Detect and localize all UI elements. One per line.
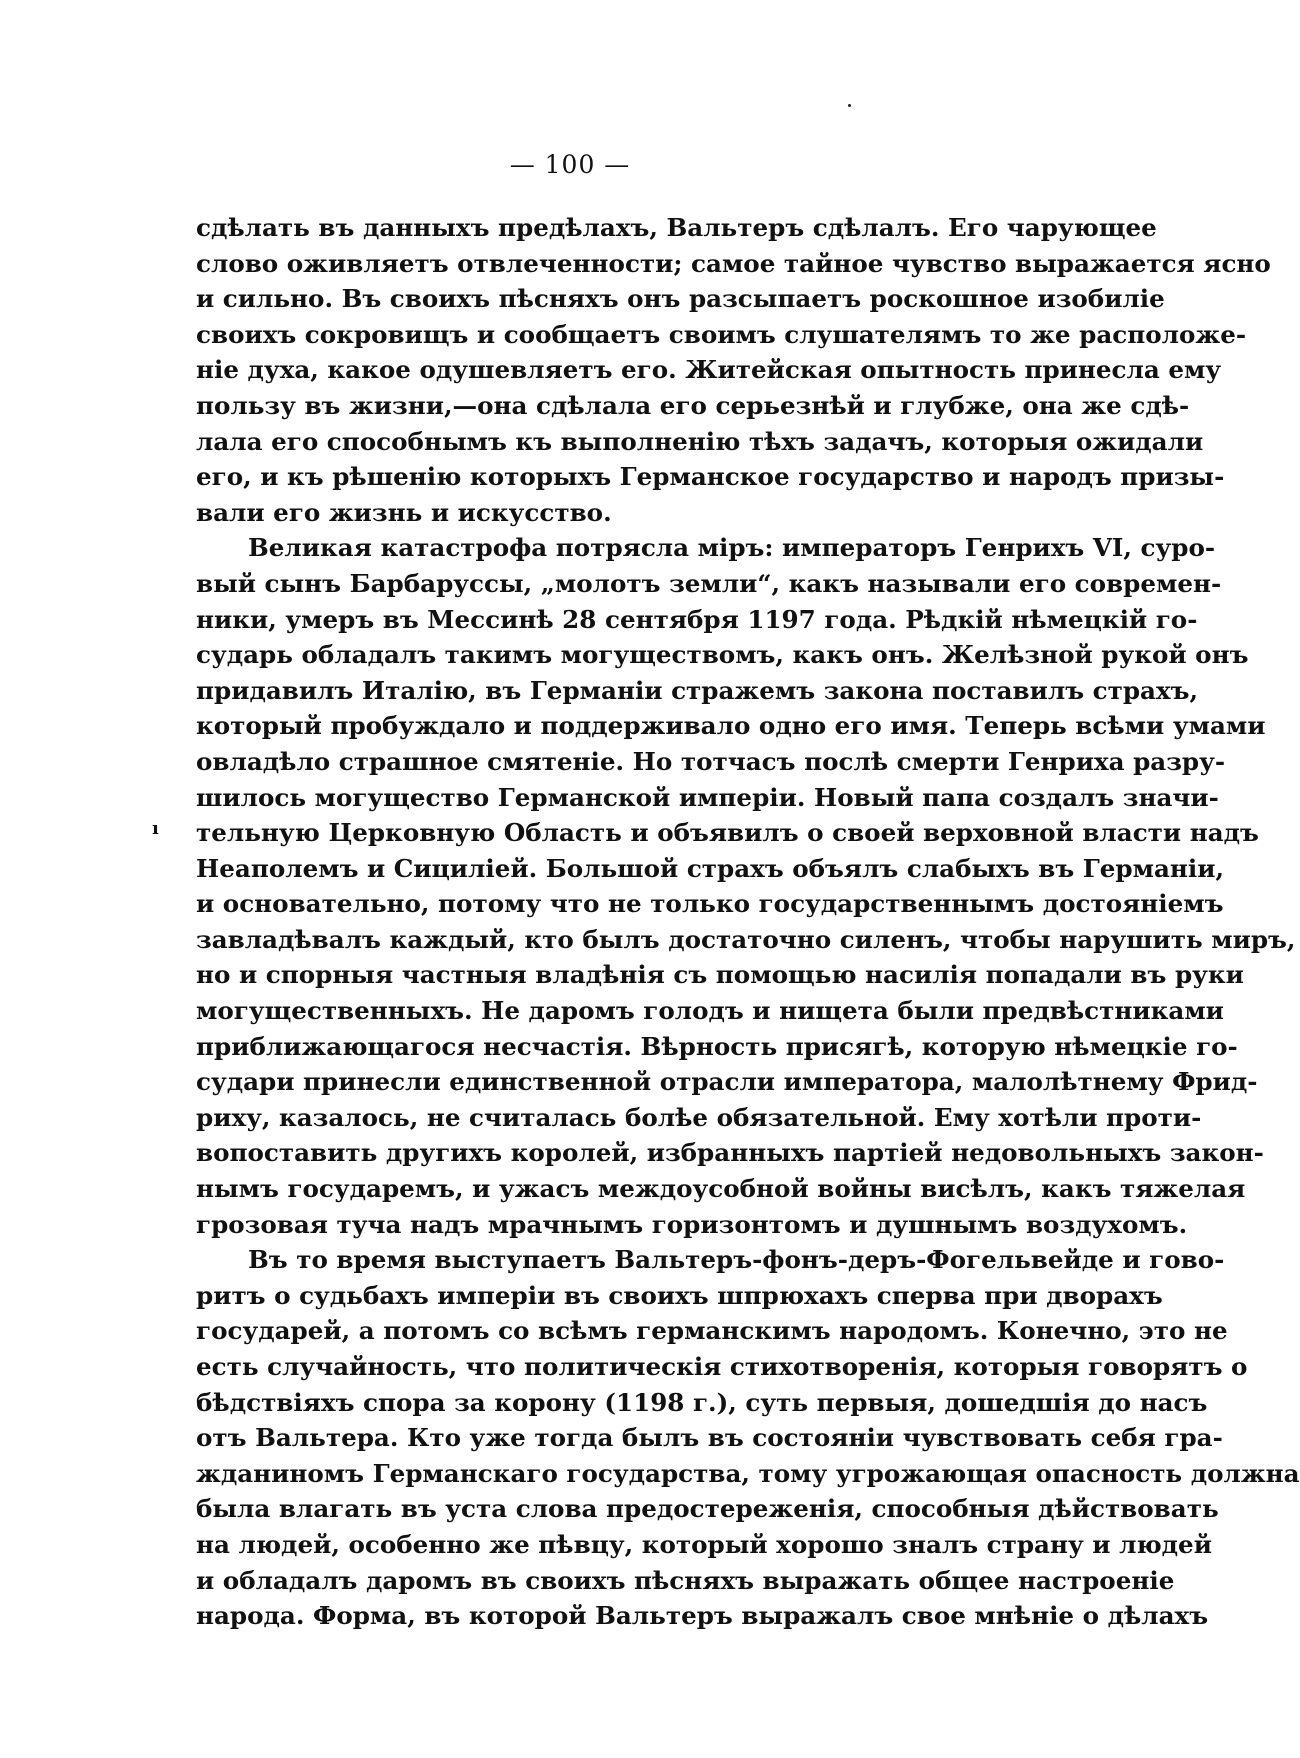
ink-speck <box>848 104 851 107</box>
text-line: шилось могущество Германской имперіи. Новый папа создалъ значи- <box>196 782 1219 812</box>
text-line: сударь обладалъ такимъ могуществомъ, какъ онъ. Желѣзной рукой онъ <box>196 640 1249 670</box>
text-line: Въ то время выступаетъ Вальтеръ-фонъ-деръ-Фогельвейде и гово- <box>248 1245 1225 1275</box>
text-line: Великая катастрофа потрясла міръ: императоръ Генрихъ VI, суро- <box>248 533 1216 563</box>
text-line: пользу въ жизни,—она сдѣлала его серьезнѣй и глубже, она же сдѣ- <box>196 390 1190 420</box>
text-line: вали его жизнь и искусство. <box>196 497 612 527</box>
text-line: его, и къ рѣшенію которыхъ Германское государство и народъ призы- <box>196 462 1225 492</box>
text-line: отъ Вальтера. Кто уже тогда былъ въ состояніи чувствовать себя гра- <box>196 1423 1223 1453</box>
text-line: риху, казалось, не считалась болѣе обязательной. Ему хотѣли проти- <box>196 1102 1202 1132</box>
text-line: придавилъ Италію, въ Германіи стражемъ закона поставилъ страхъ, <box>196 675 1199 705</box>
text-line: тельную Церковную Область и объявилъ о своей верховной власти надъ <box>196 818 1259 848</box>
text-line: вопоставить другихъ королей, избранныхъ партіей недовольныхъ закон- <box>196 1138 1264 1168</box>
margin-mark: ı <box>152 818 159 839</box>
text-line: своихъ сокровищъ и сообщаетъ своимъ слушателямъ то же расположе- <box>196 319 1247 349</box>
body-text <box>196 210 1300 1634</box>
text-line: Неаполемъ и Сициліей. Большой страхъ объялъ слабыхъ въ Германіи, <box>196 853 1225 883</box>
text-line: грозовая туча надъ мрачнымъ горизонтомъ и душнымъ воздухомъ. <box>196 1209 1188 1239</box>
text-line: овладѣло страшное смятеніе. Но тотчасъ послѣ смерти Генриха разру- <box>196 746 1226 776</box>
text-line: и основательно, потому что не только государственнымъ достояніемъ <box>196 889 1224 919</box>
text-line: могущественныхъ. Не даромъ голодъ и нищета были предвѣстниками <box>196 996 1224 1026</box>
text-line: народа. Форма, въ которой Вальтеръ выражалъ свое мнѣніе о дѣлахъ <box>196 1601 1209 1631</box>
text-line: и сильно. Въ своихъ пѣсняхъ онъ разсыпаетъ роскошное изобиліе <box>196 284 1165 314</box>
text-line: лала его способнымъ къ выполненію тѣхъ задачъ, которыя ожидали <box>196 426 1204 456</box>
page-number: — 100 — <box>509 150 631 179</box>
text-line: слово оживляетъ отвлеченности; самое тайное чувство выражается ясно <box>196 248 1271 278</box>
text-line: государей, а потомъ со всѣмъ германскимъ народомъ. Конечно, это не <box>196 1316 1228 1346</box>
text-line: ритъ о судьбахъ имперіи въ своихъ шпрюхахъ сперва при дворахъ <box>196 1280 1163 1310</box>
text-line: жданиномъ Германскаго государства, тому угрожающая опасность должна <box>196 1458 1300 1488</box>
text-line: завладѣвалъ каждый, кто былъ достаточно силенъ, чтобы нарушить миръ, <box>196 924 1296 954</box>
text-line: вый сынъ Барбаруссы, „молотъ земли“, какъ называли его современ- <box>196 568 1222 598</box>
text-line: ники, умеръ въ Мессинѣ 28 сентября 1197 года. Рѣдкій нѣмецкій го- <box>196 604 1198 634</box>
text-line: приближающагося несчастія. Вѣрность присягѣ, которую нѣмецкіе го- <box>196 1031 1238 1061</box>
text-line: ніе духа, какое одушевляетъ его. Житейская опытность принесла ему <box>196 355 1222 385</box>
text-line: была влагать въ уста слова предостереженія, способныя дѣйствовать <box>196 1494 1219 1524</box>
text-line: который пробуждало и поддерживало одно его имя. Теперь всѣми умами <box>196 711 1266 741</box>
text-line: на людей, особенно же пѣвцу, который хорошо зналъ страну и людей <box>196 1529 1212 1559</box>
text-line: бѣдствіяхъ спора за корону (1198 г.), суть первыя, дошедшія до насъ <box>196 1387 1208 1417</box>
text-line: нымъ государемъ, и ужасъ междоусобной войны висѣлъ, какъ тяжелая <box>196 1174 1246 1204</box>
text-line: судари принесли единственной отрасли императора, малолѣтнему Фрид- <box>196 1067 1258 1097</box>
text-line: но и спорныя частныя владѣнія съ помощью насилія попадали въ руки <box>196 960 1244 990</box>
text-line: сдѣлать въ данныхъ предѣлахъ, Вальтеръ сдѣлалъ. Его чарующее <box>196 213 1157 242</box>
text-line: есть случайность, что политическія стихотворенія, которыя говорятъ о <box>196 1352 1248 1381</box>
text-line: и обладалъ даромъ въ своихъ пѣсняхъ выражать общее настроеніе <box>196 1565 1175 1595</box>
